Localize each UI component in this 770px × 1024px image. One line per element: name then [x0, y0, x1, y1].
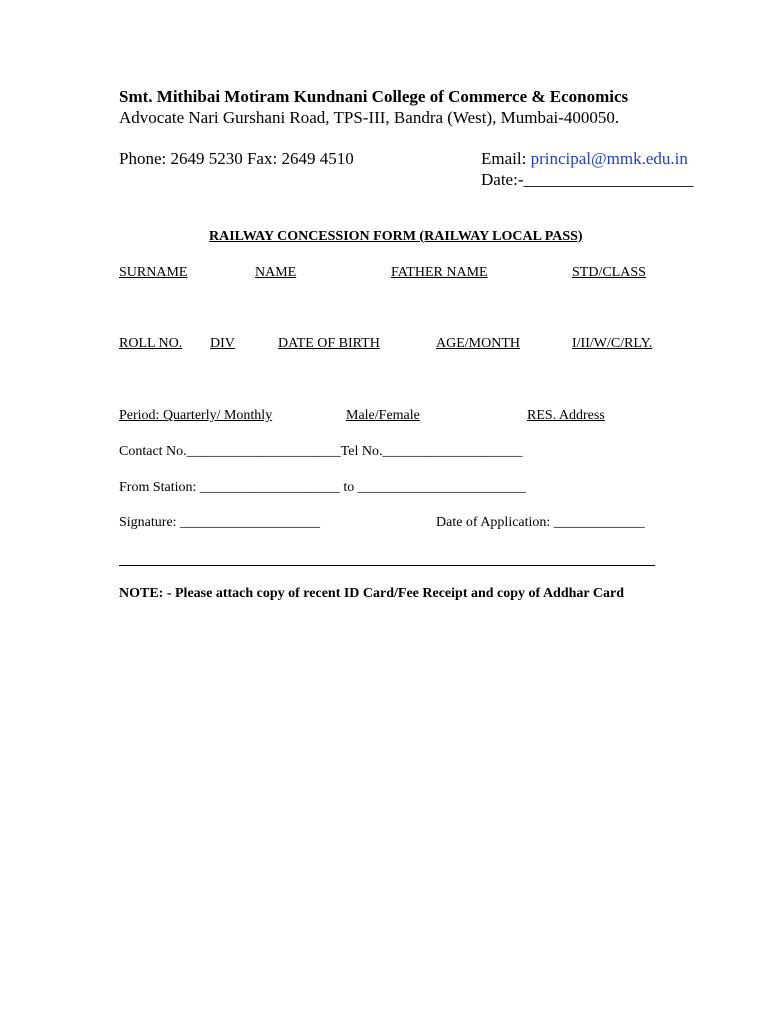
- signature-line: Signature: ____________________: [119, 515, 321, 530]
- phone-fax: Phone: 2649 5230 Fax: 2649 4510: [119, 149, 354, 168]
- field-surname: SURNAME: [119, 265, 188, 280]
- attachment-note: NOTE: - Please attach copy of recent ID Card/Fee Receipt and copy of Addhar Card: [119, 586, 624, 601]
- field-father-name: FATHER NAME: [391, 265, 488, 280]
- field-res-address: RES. Address: [527, 408, 605, 423]
- college-name: Smt. Mithibai Motiram Kundnani College of Commerce & Economics: [119, 87, 629, 106]
- email-link[interactable]: principal@mmk.edu.in: [530, 149, 688, 168]
- field-div: DIV: [210, 336, 235, 351]
- application-date-line: Date of Application: _____________: [436, 515, 645, 530]
- field-gender: Male/Female: [346, 408, 420, 423]
- field-age-month: AGE/MONTH: [436, 336, 520, 351]
- college-address: Advocate Nari Gurshani Road, TPS-III, Bandra (West), Mumbai-400050.: [119, 108, 620, 127]
- date-field: Date:-____________________: [481, 170, 694, 189]
- separator-rule: [119, 565, 655, 566]
- station-line: From Station: ____________________ to ________________________: [119, 480, 526, 495]
- field-roll-no: ROLL NO.: [119, 336, 183, 351]
- email-label: Email:: [481, 149, 531, 168]
- form-title: RAILWAY CONCESSION FORM (RAILWAY LOCAL PASS): [209, 229, 583, 244]
- field-std-class: STD/CLASS: [572, 265, 646, 280]
- field-period: Period: Quarterly/ Monthly: [119, 408, 273, 423]
- email-block: [481, 149, 688, 169]
- contact-tel-line: Contact No.______________________Tel No.____________________: [119, 444, 523, 459]
- field-date-of-birth: DATE OF BIRTH: [278, 336, 380, 351]
- field-pass-type: I/II/W/C/RLY.: [572, 336, 653, 351]
- field-name: NAME: [255, 265, 297, 280]
